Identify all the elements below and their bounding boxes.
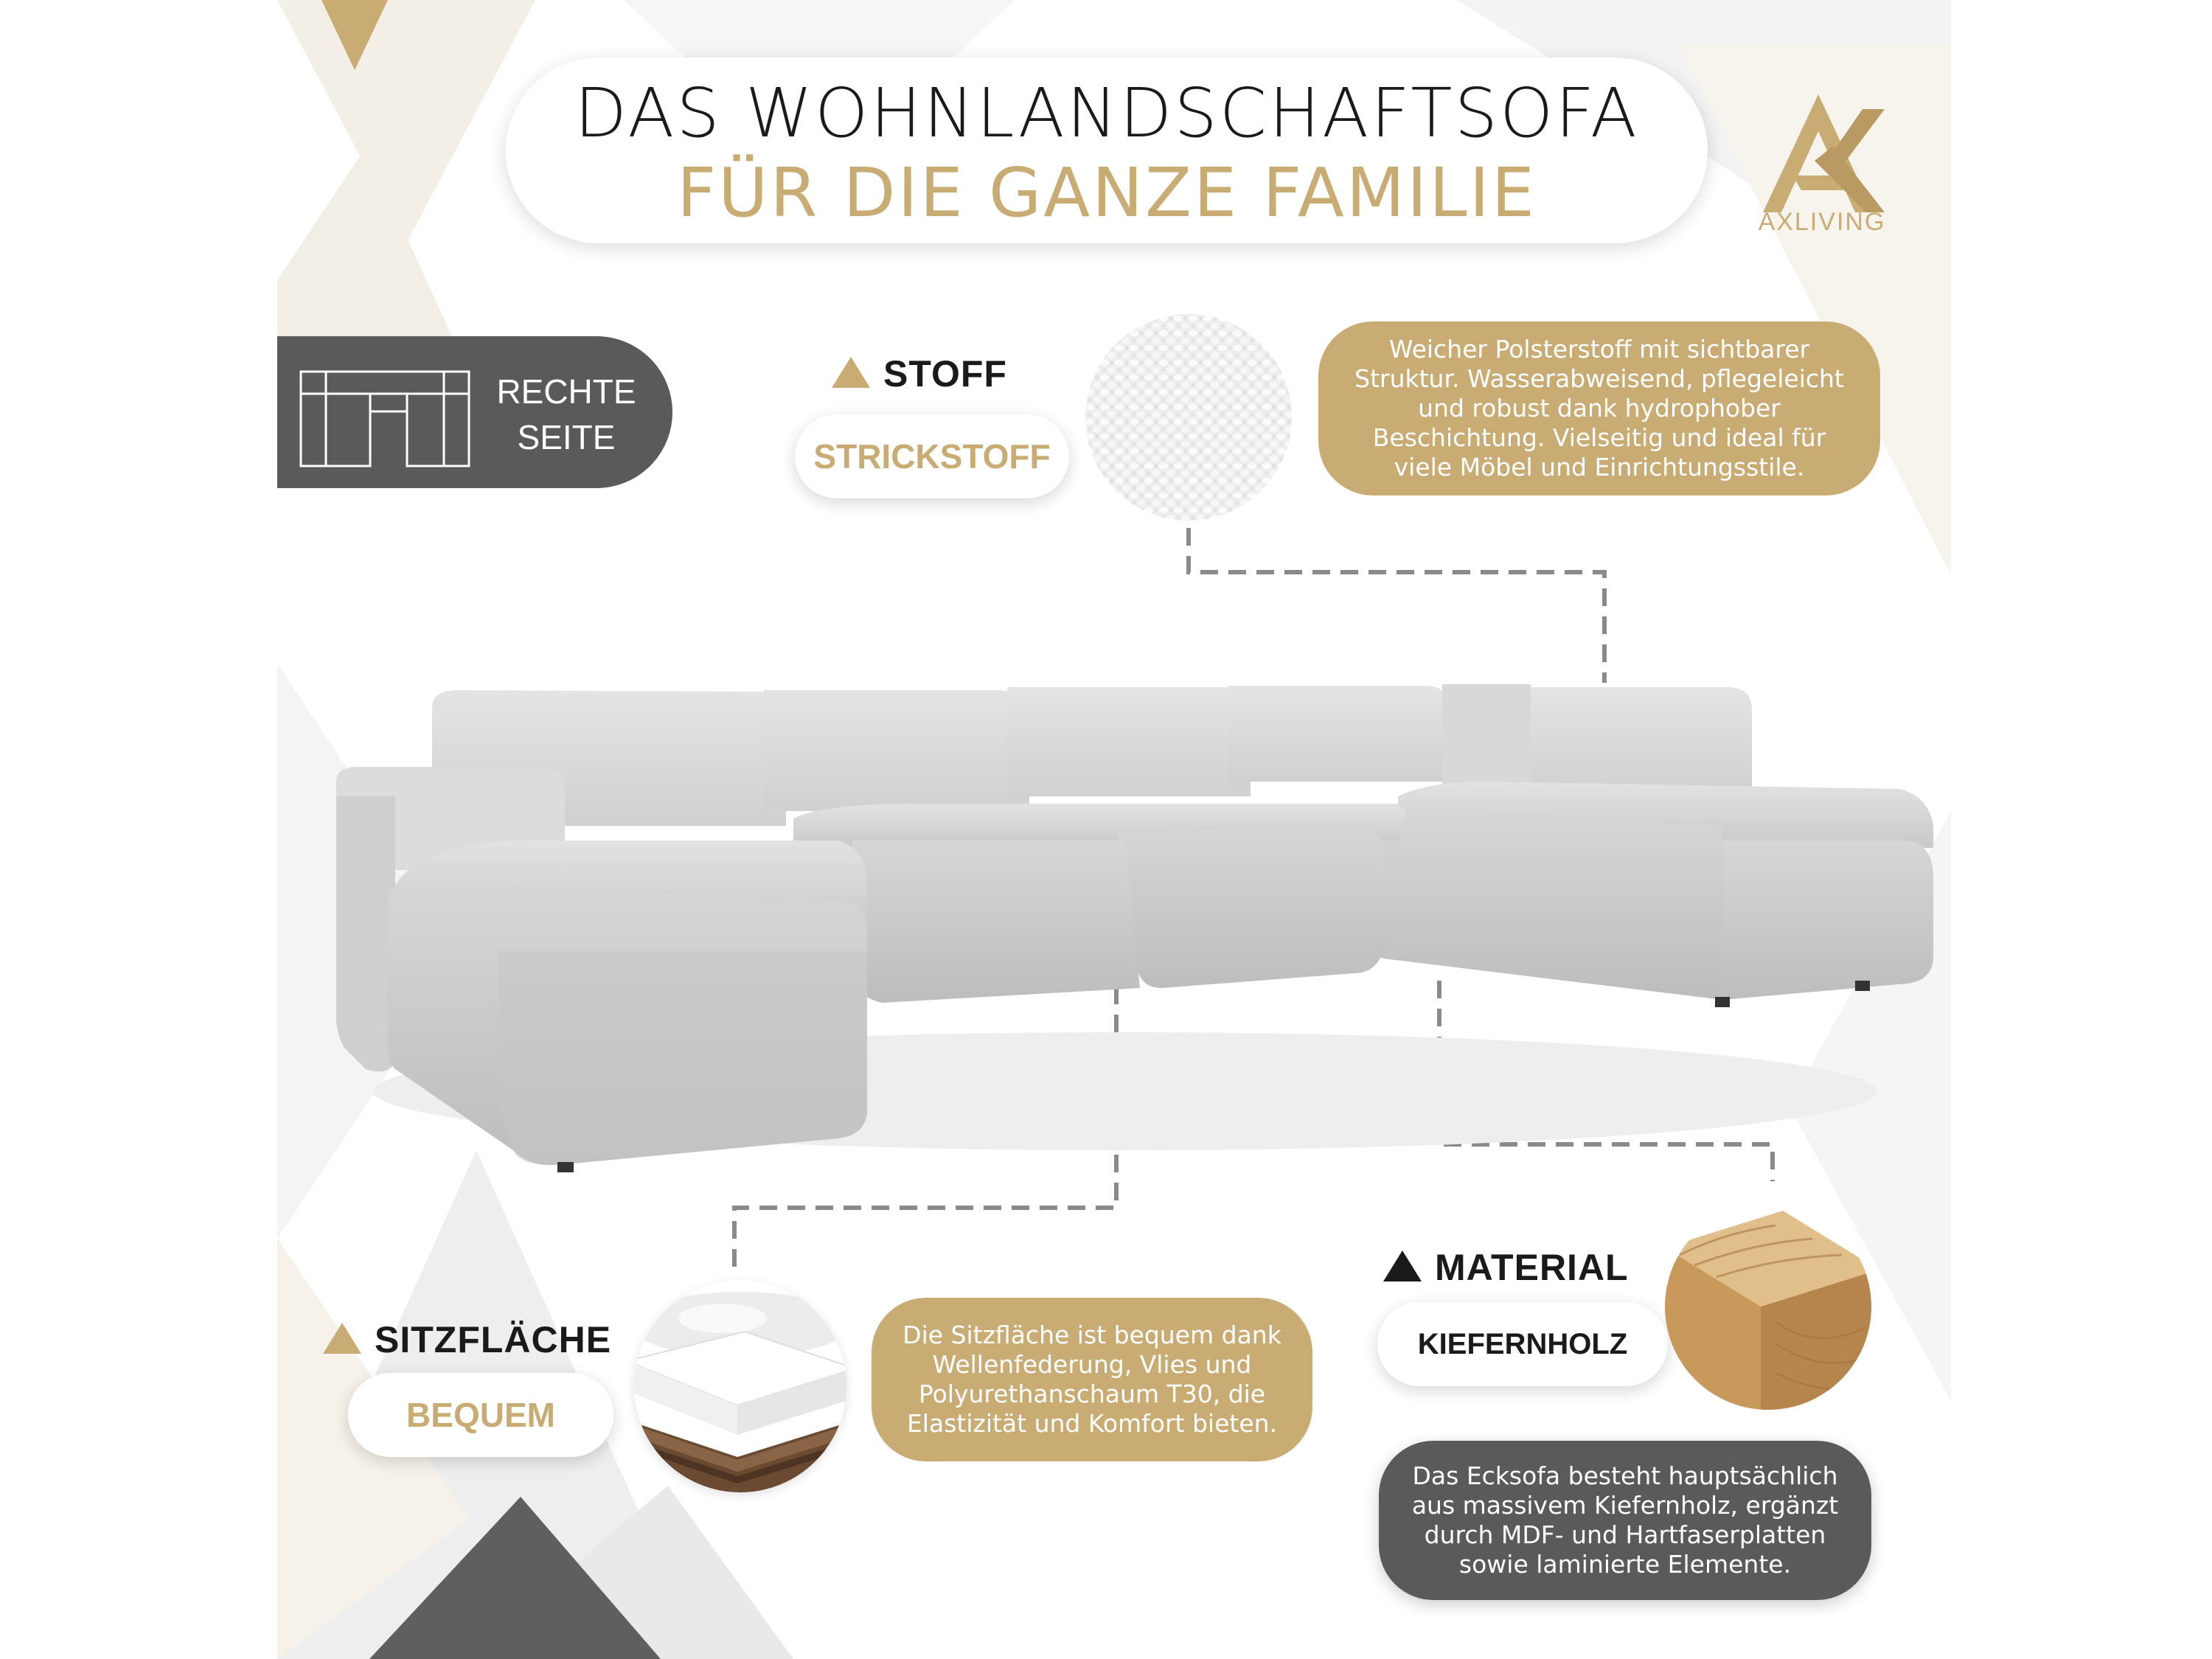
- stoff-heading-label: STOFF: [883, 353, 1007, 394]
- brand-name: AXLIVING: [1758, 208, 1886, 236]
- sitzflaeche-chip: BEQUEM: [348, 1373, 613, 1457]
- stoff-description: Weicher Polsterstoff mit sichtbarer Struktur. Wasserabweisend, pflegeleicht und robust dank hydrophober Beschichtung. Vielseitig und ideal für viele Möbel und Einrichtungsstile.: [1318, 321, 1880, 495]
- material-heading: [1383, 1246, 1629, 1289]
- sitzflaeche-heading-label: SITZFLÄCHE: [375, 1319, 612, 1360]
- sitzflaeche-heading: [323, 1318, 611, 1361]
- pine-wood-image: [1665, 1203, 1871, 1410]
- title-line-2: FÜR DIE GANZE FAMILIE: [677, 153, 1537, 232]
- material-heading-label: MATERIAL: [1435, 1247, 1629, 1288]
- infographic-canvas: [277, 0, 1951, 1659]
- sitzflaeche-description: Die Sitzfläche ist bequem dank Wellenfederung, Vlies und Polyurethanschaum T30, die Elastizität und Komfort bieten.: [872, 1298, 1312, 1461]
- title-line-1: DAS WOHNLANDSCHAFTSOFA: [574, 74, 1639, 153]
- material-chip: KIEFERNHOLZ: [1377, 1302, 1668, 1386]
- stoff-chip: STRICKSTOFF: [795, 414, 1069, 498]
- triangle-icon: [1383, 1251, 1422, 1281]
- orientation-label-line-1: RECHTE: [496, 372, 636, 411]
- orientation-label-line-2: SEITE: [517, 418, 616, 456]
- seat-layers-image: [634, 1280, 846, 1492]
- triangle-icon: [323, 1323, 361, 1354]
- material-description: Das Ecksofa besteht hauptsächlich aus massivem Kiefernholz, ergänzt durch MDF- und Hartfaserplatten sowie laminierte Elemente.: [1379, 1441, 1871, 1600]
